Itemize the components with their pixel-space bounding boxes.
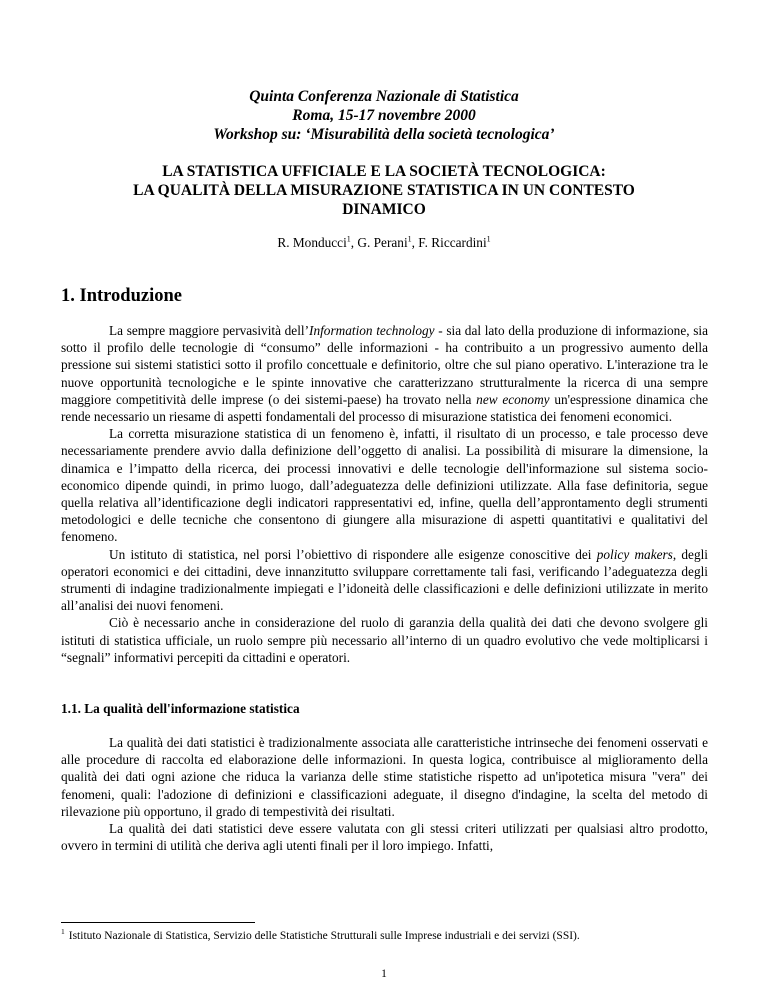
paragraph-4: Ciò è necessario anche in considerazione del ruolo di garanzia della qualità dei dati che devono svolgere gli istituti di statistica ufficiale, un ruolo sempre più necessario all’interno di un quadro evolutivo che vede moltiplicarsi i “segnali” informativi percepiti da cittadini e operatori. (61, 615, 708, 665)
paragraph-2: La corretta misurazione statistica di un fenomeno è, infatti, il risultato di un processo, e tale processo deve necessariamente prendere avvio dalla definizione dell’oggetto di analisi. La possibilità di misurare la dimensione, la dinamica e l’impatto della ricerca, dei processi innovativi e delle tecnologie dell'informazione sul sistema socio-economico dipende quindi, in primo luogo, dall’adeguatezza delle definizioni utilizzate. Alla fase definitoria, segue quella relativa all’identificazione degli indicatori rappresentativi ed, infine, quella dell’approntamento degli strumenti metodologici e delle tecniche che consentono di giungere alla misurazione di aspetti quantitativi e qualitativi del fenomeno. (61, 426, 708, 545)
author-1-footnote-mark: 1 (346, 234, 351, 244)
paragraph-1-italic-a: Information technology (309, 323, 435, 338)
section-1-body (61, 322, 708, 666)
section-heading-introduzione: 1. Introduzione (61, 286, 182, 306)
paragraph-1-italic-b: new economy (476, 391, 550, 407)
paragraph-5: La qualità dei dati statistici è tradizionalmente associata alle caratteristiche intrinseche dei fenomeni osservati e alle procedure di raccolta ed elaborazione delle informazioni. In questa logica, contribuisce al miglioramento della qualità dei dati ogni azione che riduca la varianza delle stime statistiche rispetto ad un'ipotetica misura "vera" dei fenomeni, quali: l'adozione di definizioni e classificazioni adeguate, il disegno d'indagine, la scelta del metodo di rilevazione più opportuno, il grado di tempestività dei risultati. (61, 735, 708, 819)
author-1: R. Monducci (277, 235, 347, 250)
paragraph-3 (61, 546, 708, 615)
conference-title: Quinta Conferenza Nazionale di Statistica (249, 88, 519, 105)
paragraph-6: La qualità dei dati statistici deve essere valutata con gli stessi criteri utilizzati per qualsiasi altro prodotto, ovvero in termini di utilità che deriva agli utenti finali per il loro impiego. Infatti, (61, 821, 708, 854)
paragraph-1-text-b: - sia dal lato della produzione di informazione, sia sotto il profilo delle tecnologie di “consumo” delle informazioni - ha contribuito a un progressivo aumento della pressione sui sistemi statistici sotto il profilo concettuale e definitorio, oltre che sul piano operativo. L'interazione tra le nuove opportunità tecnologiche e le spinte innovative che caratterizzano strutturalmente la ricerca di una sempre maggiore competitività delle imprese (o dei sistemi-paese) ha trovato nella (61, 323, 708, 407)
subsection-heading-qualita: 1.1. La qualità dell'informazione statistica (61, 701, 300, 716)
workshop-title: Workshop su: ‘Misurabilità della società tecnologica’ (213, 126, 555, 143)
paper-title-line-2: LA QUALITÀ DELLA MISURAZIONE STATISTICA IN UN CONTESTO (133, 182, 635, 199)
author-3: , F. Riccardini (411, 235, 487, 250)
authors-line (0, 235, 768, 251)
footnote-separator (61, 922, 255, 923)
paper-title-line-1: LA STATISTICA UFFICIALE E LA SOCIETÀ TECNOLOGICA: (162, 163, 606, 180)
paragraph-3-text-b: , degli operatori economici e dei cittadini, deve innanzitutto sviluppare correttamente tali fasi, verificando l’adeguatezza degli strumenti di indagine tradizionalmente impiegati e l’idoneità delle classificazioni e delle definizioni utilizzate in merito all’analisi dei nuovi fenomeni. (61, 546, 708, 614)
footnote-text: Istituto Nazionale di Statistica, Servizio delle Statistiche Strutturali sulle Imprese industriali e dei servizi (SSI). (68, 930, 580, 942)
page-number: 1 (381, 968, 387, 980)
paragraph-3-italic-a: policy makers (596, 546, 673, 562)
footnote (61, 929, 721, 943)
paragraph-1-text-c: un'espressione dinamica che rende necessario un riesame di aspetti fondamentali del processo di misurazione statistica dei fenomeni economici. (61, 391, 708, 425)
paragraph-1-text-a: La sempre maggiore pervasività dell’ (109, 323, 310, 338)
paragraph-1 (61, 322, 708, 425)
author-2-footnote-mark: 1 (407, 234, 412, 244)
author-2: , G. Perani (350, 235, 408, 250)
footnote-mark: 1 (61, 927, 65, 937)
conference-place-date: Roma, 15-17 novembre 2000 (292, 107, 476, 124)
paragraph-3-text-a: Un istituto di statistica, nel porsi l’obiettivo di rispondere alle esigenze conoscitive dei (109, 546, 597, 562)
section-1-1-body (61, 734, 708, 854)
paper-title-line-3: DINAMICO (342, 201, 426, 218)
author-3-footnote-mark: 1 (486, 234, 491, 244)
